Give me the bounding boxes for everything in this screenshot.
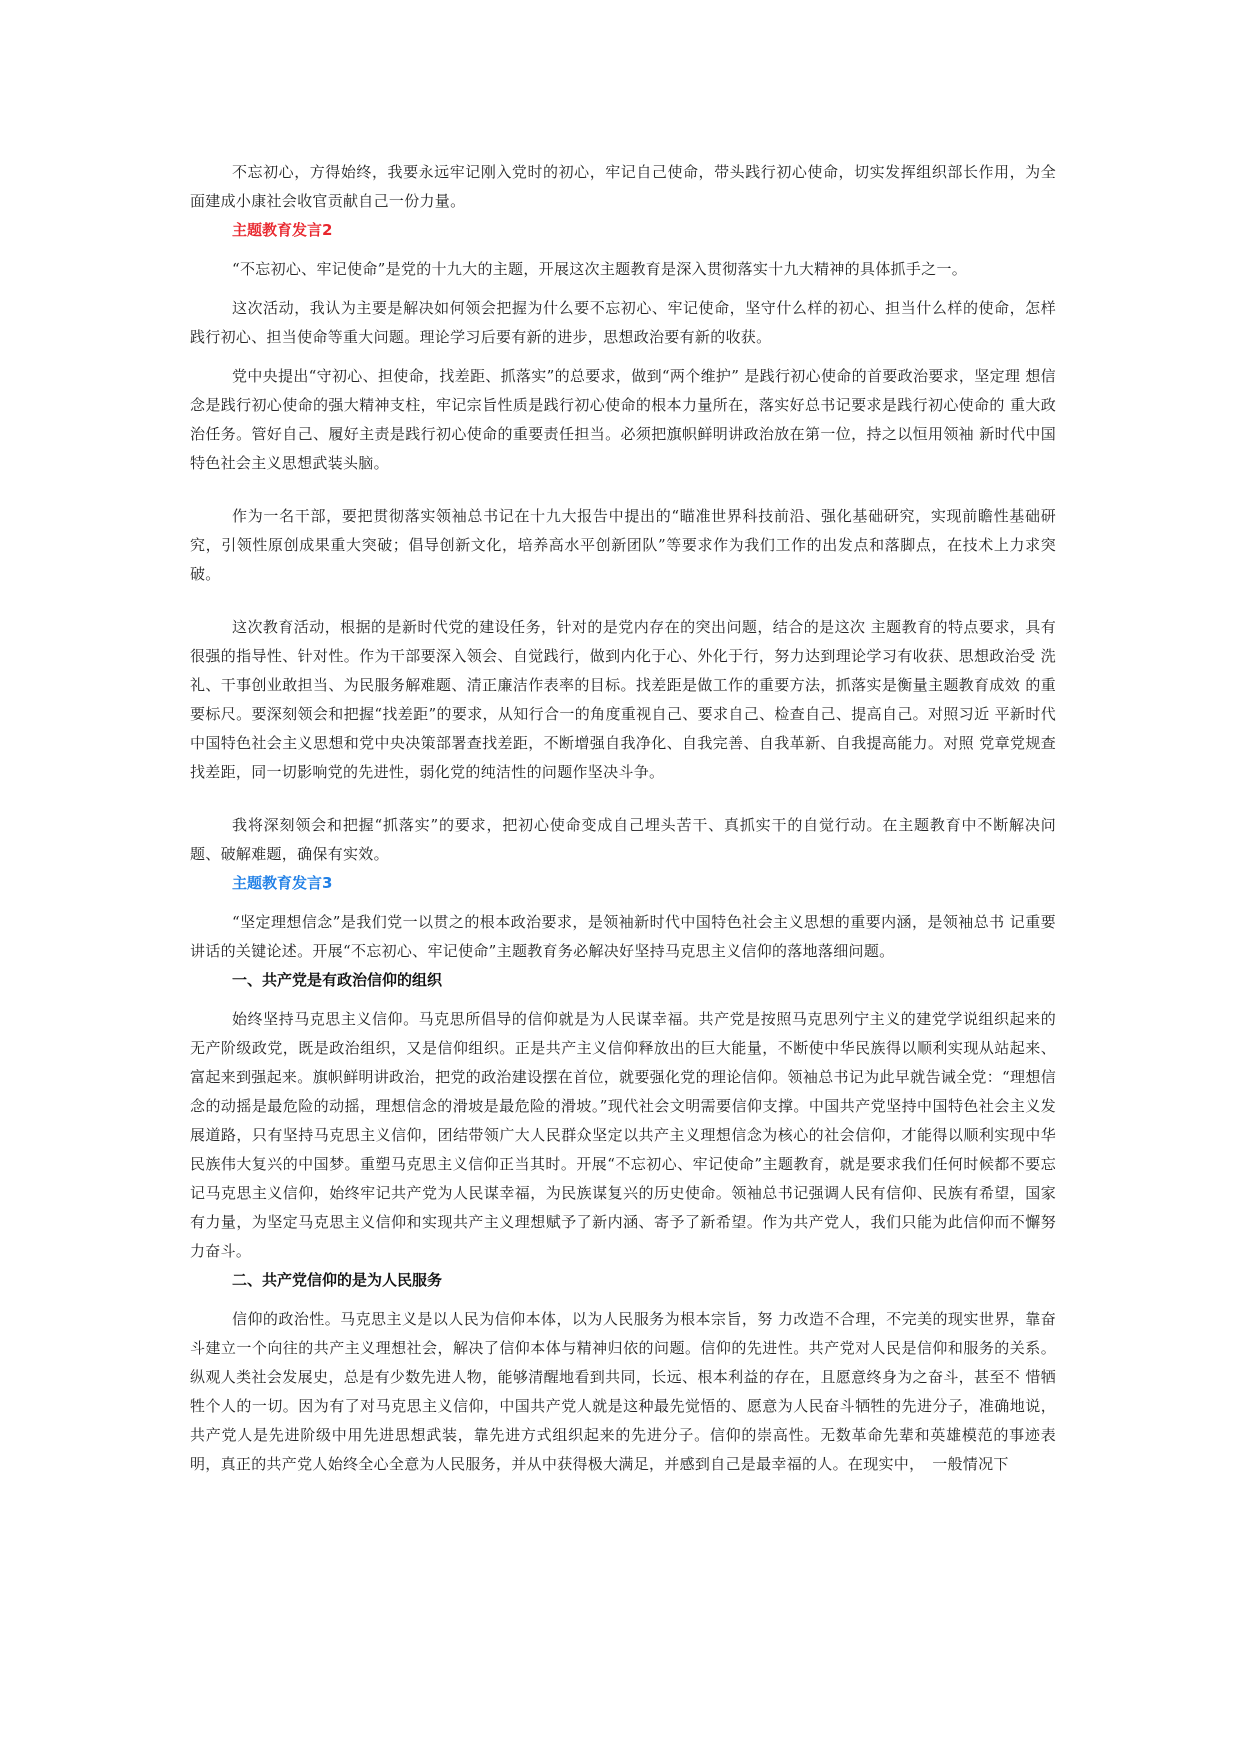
document-page [190,158,1056,1479]
paragraph-closing-speech1: 不忘初心，方得始终，我要永远牢记刚入党时的初心，牢记自己使命，带头践行初心使命，切实发挥组织部长作用，为全 面建成小康社会收官贡献自己一份力量。 [190,163,1056,210]
paragraph-theme: “不忘初心、牢记使命”是党的十九大的主题，开展这次主题教育是深入贯彻落实十九大精神的具体抓手之一。 [232,260,968,278]
paragraph-marxist-belief: 始终坚持马克思主义信仰。马克思所倡导的信仰就是为人民谋幸福。共产党是按照马克思列宁主义的建党学说组织起来的无产阶级政党，既是政治组织，又是信仰组织。正是共产主义信仰释放出的巨大能量，不断使中华民族得以顺利实现从站起来、富起来到强起来。旗帜鲜明讲政治，把党的政治建设摆在首位，就要强化党的理论信仰。领袖总书记为此早就告诫全党：“理想信念的动摇是最危险的动摇，理想信念的滑坡是最危险的滑坡。”现代社会文明需要信仰支撑。中国共产党坚持中国特色社会主义发展道路，只有坚持马克思主义信仰，团结带领广大人民群众坚定以共产主义理想信念为核心的社会信仰，才能得以顺利实现中华民族伟大复兴的中国梦。重塑马克思主义信仰正当其时。开展“不忘初心、牢记使命”主题教育，就是要求我们任何时候都不要忘记马克思主义信仰，始终牢记共产党为人民谋幸福，为民族谋复兴的历史使命。领袖总书记强调人民有信仰、民族有希望，国家有力量，为坚定马克思主义信仰和实现共产主义理想赋予了新内涵、寄予了新希望。作为共产党人，我们只能为此信仰而不懈努力奋斗。 [190,1010,1056,1260]
paragraph-implementation: 我将深刻领会和把握“抓落实”的要求，把初心使命变成自己埋头苦干、真抓实干的自觉行动。在主题教育中不断解决问 题、破解难题，确保有实效。 [190,816,1056,863]
heading-section-2: 二、共产党信仰的是为人民服务 [232,1271,443,1289]
heading-section-1: 一、共产党是有政治信仰的组织 [232,971,443,989]
paragraph-ideals: “坚定理想信念”是我们党一以贯之的根本政治要求，是领袖新时代中国特色社会主义思想的重要内涵，是领袖总书 记重要讲话的关键论述。开展“不忘初心、牢记使命”主题教育务必解决好坚持马克思主义信仰的落地落细问题。 [190,913,1056,960]
paragraph-serve-people: 信仰的政治性。马克思主义是以人民为信仰本体，以为人民服务为根本宗旨，努 力改造不合理，不完美的现实世界，靠奋斗建立一个向往的共产主义理想社会，解决了信仰本体与精神归依的问题。信仰的先进性。共产党对人民是信仰和服务的关系。纵观人类社会发展史，总是有少数先进人物，能够清醒地看到共同，长远、根本利益的存在，且愿意终身为之奋斗，甚至不 惜牺牲个人的一切。因为有了对马克思主义信仰，中国共产党人就是这种最先觉悟的、愿意为人民奋斗牺牲的先进分子，准确地说，共产党人是先进阶级中用先进思想武装，靠先进方式组织起来的先进分子。信仰的崇高性。无数革命先辈和英雄模范的事迹表明，真正的共产党人始终全心全意为人民服务，并从中获得极大满足，并感到自己是最幸福的人。在现实中， 一般情况下 [190,1310,1056,1473]
paragraph-cadre: 作为一名干部，要把贯彻落实领袖总书记在十九大报告中提出的“瞄准世界科技前沿、强化基础研究，实现前瞻性基础研究，引领性原创成果重大突破；倡导创新文化，培养高水平创新团队”等要求作为我们工作的出发点和落脚点，在技术上力求突破。 [190,507,1056,583]
paragraph-requirements: 党中央提出“守初心、担使命，找差距、抓落实”的总要求，做到“两个维护” 是践行初心使命的首要政治要求，坚定理 想信念是践行初心使命的强大精神支柱，牢记宗旨性质是践行初心使命的根本力量所在，落实好总书记要求是践行初心使命的 重大政治任务。管好自己、履好主责是践行初心使命的重要责任担当。必须把旗帜鲜明讲政治放在第一位，持之以恒用领袖 新时代中国特色社会主义思想武装头脑。 [190,367,1056,472]
heading-speech-2: 主题教育发言2 [232,221,333,239]
heading-speech-3: 主题教育发言3 [232,874,333,892]
paragraph-education: 这次教育活动，根据的是新时代党的建设任务，针对的是党内存在的突出问题，结合的是这次 主题教育的特点要求，具有 很强的指导性、针对性。作为干部要深入领会、自觉践行，做到内化于心、外化于行，努力达到理论学习有收获、思想政治受 洗礼、干事创业敢担当、为民服务解难题、清正廉洁作表率的目标。找差距是做工作的重要方法，抓落实是衡量主题教育成效 的重要标尺。要深刻领会和把握“找差距”的要求，从知行合一的角度重视自己、要求自己、检查自己、提高自己。对照习近 平新时代中国特色社会主义思想和党中央决策部署查找差距，不断增强自我净化、自我完善、自我革新、自我提高能力。对照 党章党规查找差距，同一切影响党的先进性，弱化党的纯洁性的问题作坚决斗争。 [190,618,1056,781]
paragraph-activity: 这次活动，我认为主要是解决如何领会把握为什么要不忘初心、牢记使命，坚守什么样的初心、担当什么样的使命，怎样 践行初心、担当使命等重大问题。理论学习后要有新的进步，思想政治要有新的收获。 [190,299,1056,346]
